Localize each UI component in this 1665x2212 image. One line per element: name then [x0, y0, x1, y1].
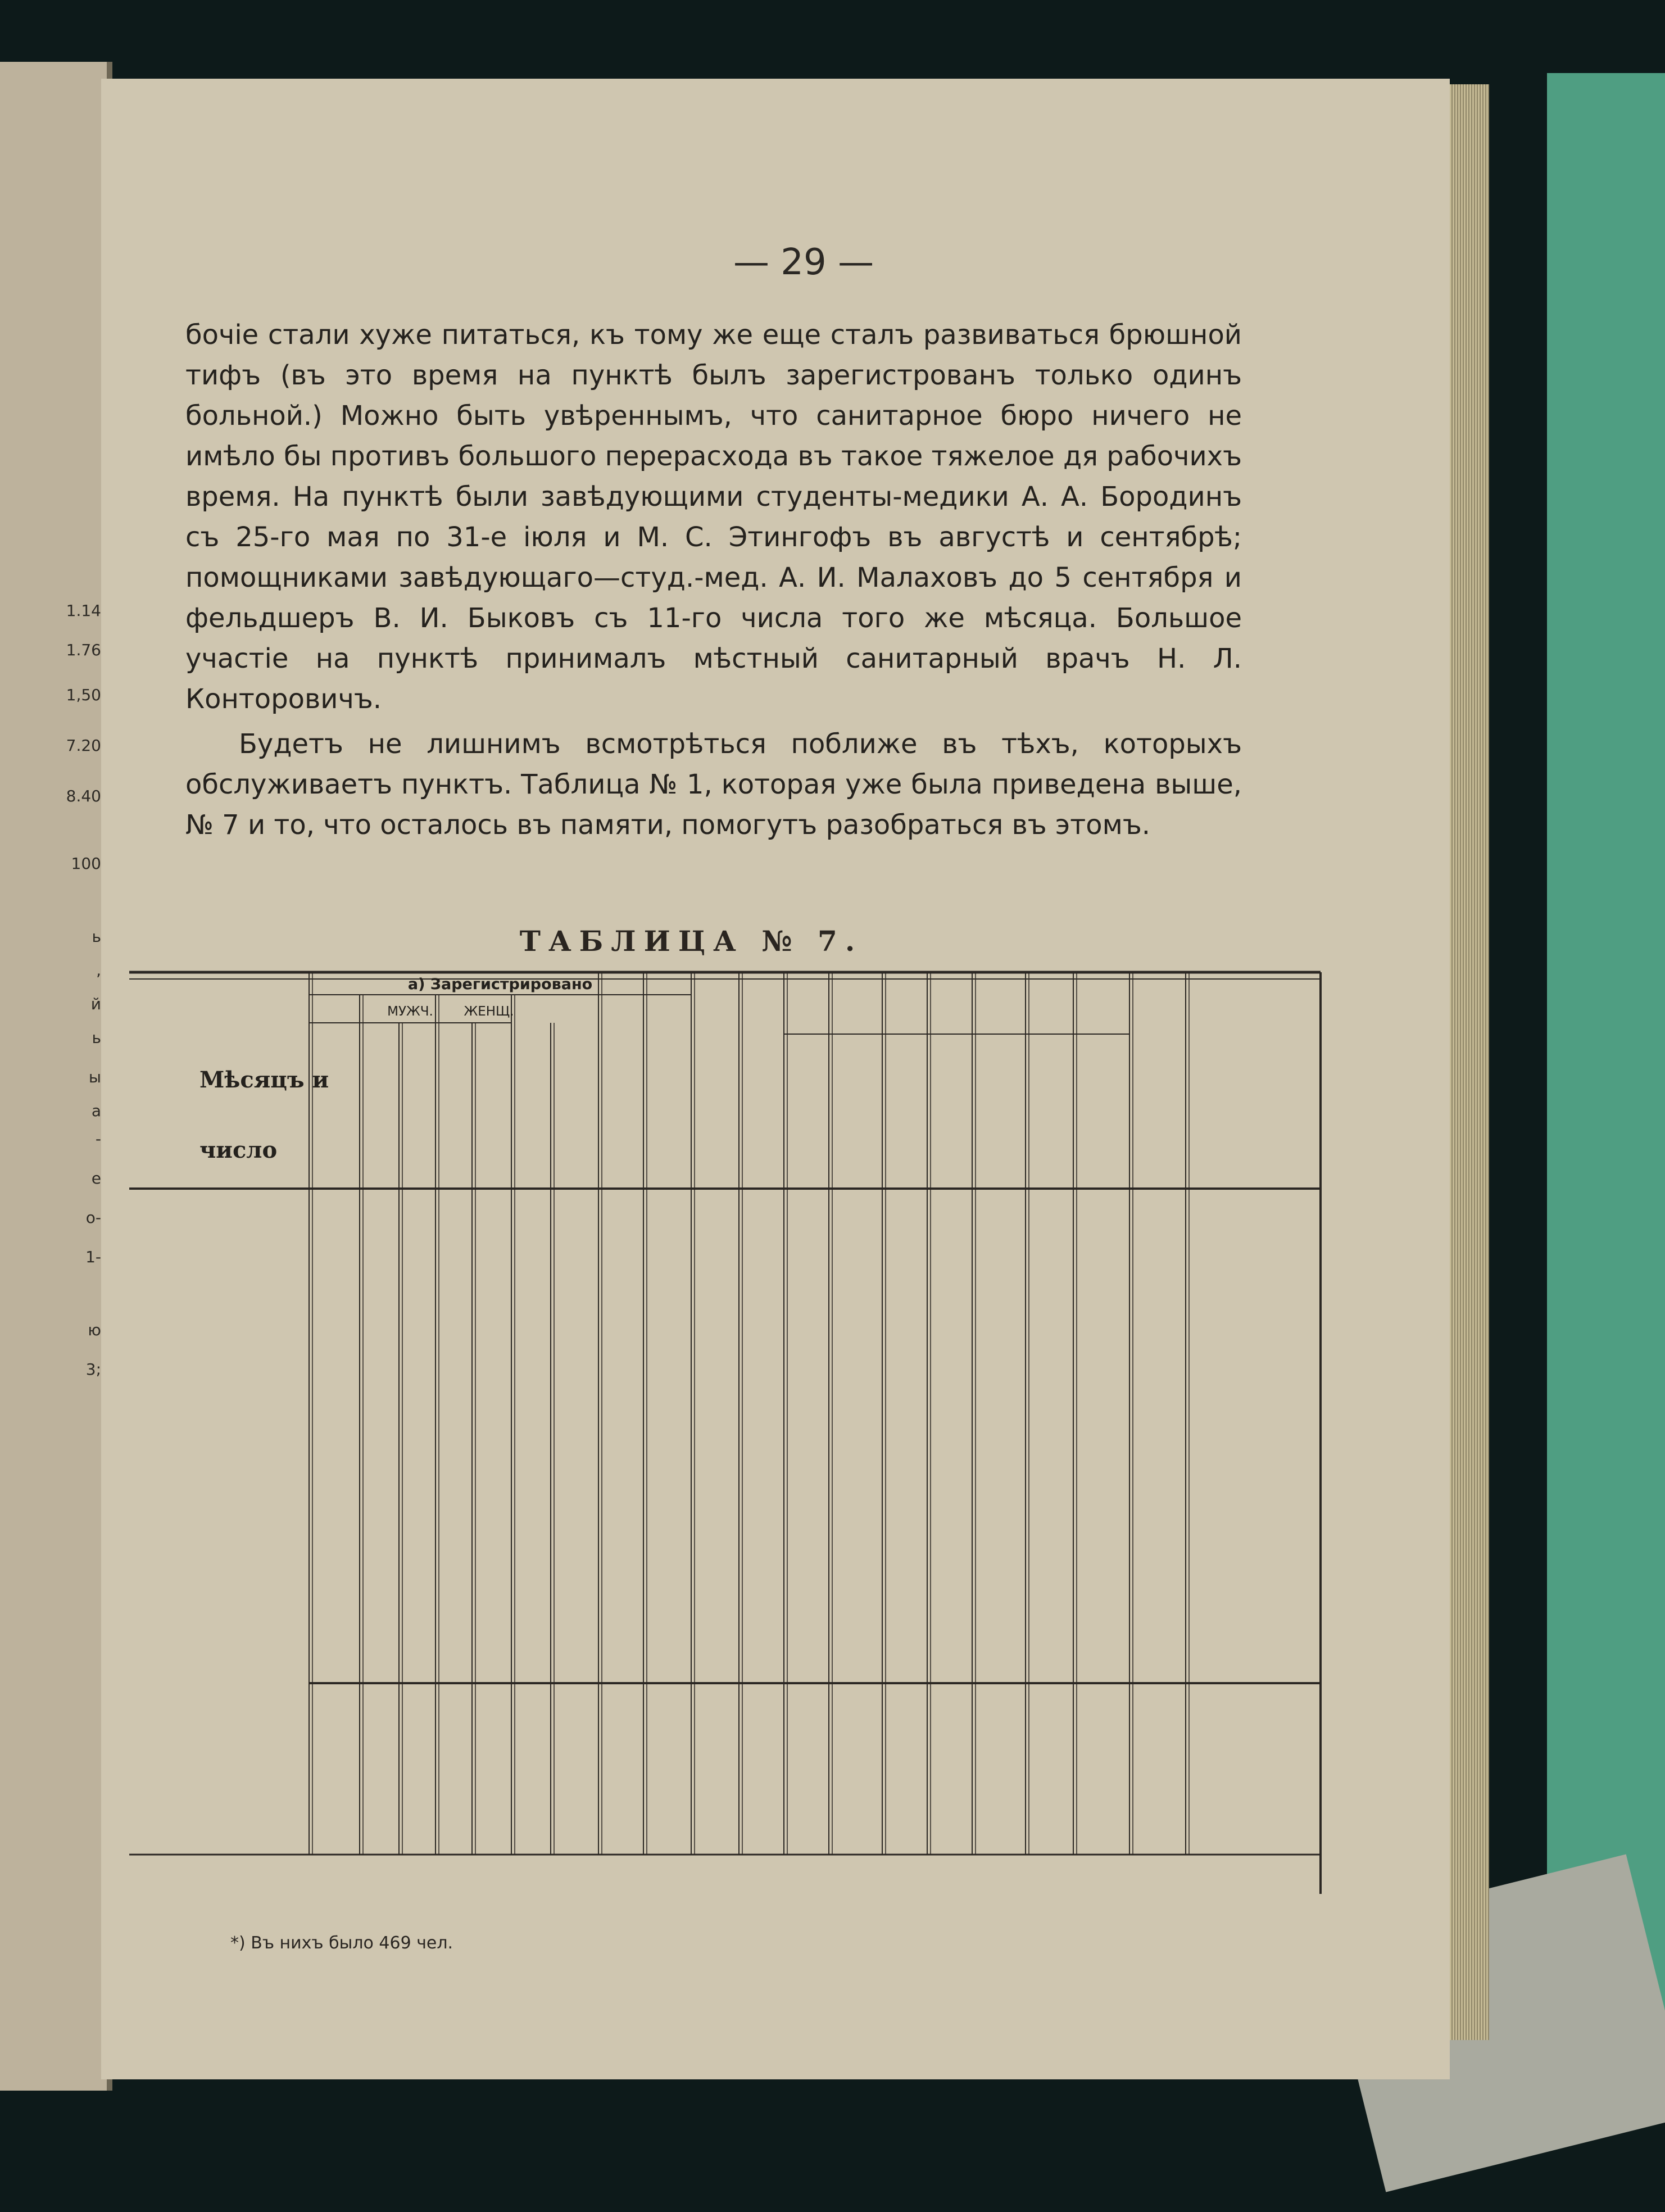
group-women: ЖЕНЩ. [464, 1004, 514, 1019]
right-page [101, 79, 1450, 2079]
footnote: *) Въ нихъ было 469 чел. [230, 1933, 453, 1953]
paragraph-2: Будетъ не лишнимъ всмотрѣться поближе въ тѣхъ, которыхъ обслуживаетъ пунктъ. Таблица № 1, которая уже была приведена выше, № 7 и то, что осталось въ памяти, помогутъ разобраться въ этомъ. [185, 728, 1242, 841]
left-page-fragment-text: 100 [71, 854, 101, 873]
page-number: — 29 — [733, 242, 874, 283]
header-month: Мѣсяцъ и [199, 1067, 329, 1093]
left-page-fragment-text: ы [88, 1068, 101, 1086]
left-page-fragment-text: ю [88, 1321, 101, 1339]
left-page-fragment-text: о- [85, 1208, 101, 1227]
left-page-fragment-text: й [90, 995, 101, 1013]
left-page-fragment-text: е [91, 1169, 101, 1187]
group-men: МУЖЧ. [387, 1004, 433, 1019]
left-page-fragment [0, 62, 112, 2091]
table-title: ТАБЛИЦА № 7. [519, 924, 863, 958]
left-page-fragment-text: 8.40 [66, 787, 101, 805]
left-page-fragment-text: 1.76 [66, 641, 101, 659]
left-page-fragment-text: , [96, 961, 101, 980]
left-page-fragment-text: 1- [85, 1248, 101, 1266]
left-page-fragment-text: а [91, 1102, 101, 1120]
group-registered: а) Зарегистрировано [407, 976, 593, 993]
left-page-fragment-text: 7.20 [66, 736, 101, 755]
table-7 [101, 79, 1450, 2079]
left-page-fragment-text: 3; [85, 1360, 101, 1379]
header-day: число [199, 1137, 278, 1163]
left-page-fragment-text: 1,50 [66, 686, 101, 704]
green-cover-cloth [1547, 73, 1665, 2040]
left-page-fragment-text: 1.14 [66, 601, 101, 620]
table-header [199, 976, 592, 1163]
left-page-fragment-text: ь [92, 927, 101, 946]
left-page-fragment-text: - [95, 1130, 101, 1148]
left-page-fragment-text: ь [92, 1028, 101, 1047]
table-grid [129, 972, 1321, 1894]
paragraph-1: бочіе стали хуже питаться, къ тому же еще сталъ развиваться брюшной тифъ (въ это время на пунктѣ былъ зарегистрованъ только одинъ больной.) Можно быть увѣреннымъ, что санитарное бюро ничего не имѣло бы противъ большого перерасхода въ такое тяжелое дя рабочихъ время. На пунктѣ были завѣдующими студенты-медики А. А. Бородинъ съ 25-го мая по 31-е іюля и М. С. Этингофъ въ августѣ и сентябрѣ; помощниками завѣдующаго—студ.-мед. А. И. Малаховъ до 5 сентября и фельдшеръ В. И. Быковъ съ 11-го числа того же мѣсяца. Большое участіе на пунктѣ принималъ мѣстный санитарный врачъ Н. Л. Конторовичъ. [185, 319, 1242, 715]
